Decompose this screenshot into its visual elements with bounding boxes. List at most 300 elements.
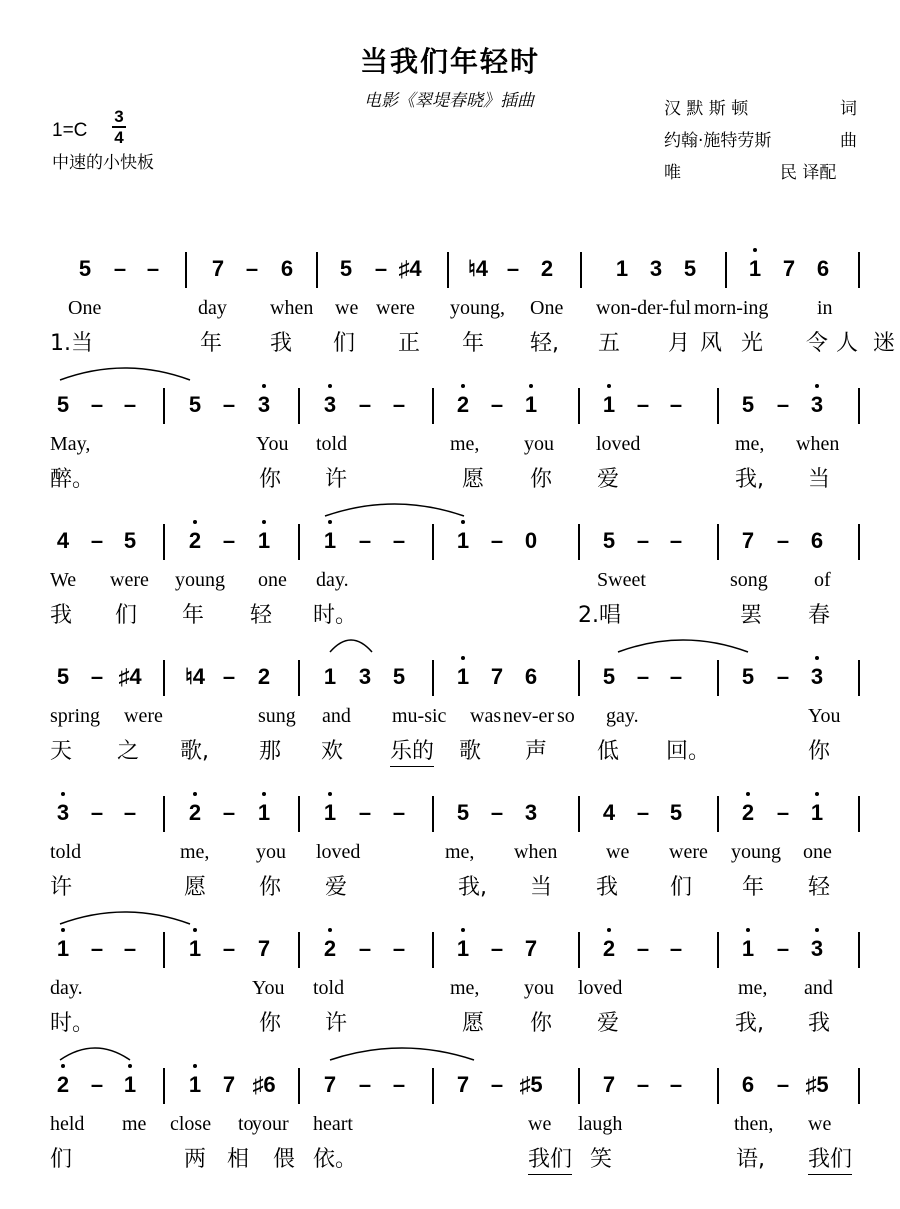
note: –: [90, 664, 104, 689]
lyric-chinese: 歌,: [180, 739, 209, 764]
note: –: [123, 800, 137, 825]
note: 4: [56, 528, 70, 553]
credit-role: 民 译配: [780, 163, 837, 183]
lyric-chinese: 你: [808, 739, 831, 764]
lyric-chinese: 许: [325, 1011, 348, 1036]
note: –: [636, 800, 650, 825]
slur-group: [0, 514, 900, 534]
note: –: [358, 392, 372, 417]
barline: [316, 252, 318, 288]
note: 2: [188, 800, 202, 825]
note: 3: [56, 800, 70, 825]
lyric-chinese: 你: [259, 1011, 282, 1036]
lyric-chinese: 歌: [459, 739, 482, 764]
note: –: [490, 936, 504, 961]
slur-group: [0, 378, 900, 398]
lyric-chinese: 春: [808, 603, 831, 628]
lyric-chinese: 你: [259, 467, 282, 492]
lyric-english: one: [803, 841, 832, 863]
note: 1: [323, 800, 337, 825]
lyric-chinese: 人: [836, 331, 859, 356]
note: 7: [490, 664, 504, 689]
lyric-english: of: [814, 569, 831, 591]
lyric-chinese: 之: [117, 739, 140, 764]
note: –: [90, 392, 104, 417]
lyric-chinese: 愿: [184, 875, 207, 900]
note: 1: [456, 528, 470, 553]
note: –: [245, 256, 259, 281]
lyric-english: to: [238, 1113, 254, 1135]
note: 5: [456, 800, 470, 825]
note: ♯4: [398, 256, 422, 281]
credit-lyricist: [664, 94, 864, 119]
lyric-chinese: 爱: [597, 467, 620, 492]
lyric-chinese: 年: [742, 875, 765, 900]
lyric-english: me,: [450, 433, 480, 455]
lyric-chinese: 正: [398, 331, 421, 356]
lyric-english: You: [808, 705, 841, 727]
note: 1: [615, 256, 629, 281]
lyric-chinese: 1.当: [50, 331, 93, 356]
note: –: [669, 392, 683, 417]
note: –: [222, 800, 236, 825]
note: 5: [188, 392, 202, 417]
note: 7: [456, 1072, 470, 1097]
score-line: [0, 794, 900, 929]
lyric-english: loved: [578, 977, 623, 999]
note: –: [636, 392, 650, 417]
slur-group: [0, 650, 900, 670]
octave-dot: [193, 792, 197, 796]
note: 2: [188, 528, 202, 553]
lyric-chinese: 轻,: [530, 331, 559, 356]
lyric-chinese: 天: [50, 739, 73, 764]
lyric-chinese: 愿: [462, 1011, 485, 1036]
lyric-chinese: 我,: [735, 1011, 764, 1036]
lyric-english: told: [313, 977, 345, 999]
lyric-chinese: 欢: [321, 739, 344, 764]
lyric-chinese: 回。: [666, 739, 711, 764]
note: –: [776, 936, 790, 961]
note: –: [90, 800, 104, 825]
note: –: [636, 664, 650, 689]
note: –: [636, 528, 650, 553]
lyric-english: spring: [50, 705, 100, 727]
song-subtitle: 电影《翠堤春晓》插曲: [364, 91, 534, 111]
lyric-chinese: 我,: [735, 467, 764, 492]
lyric-chinese: 你: [530, 467, 553, 492]
note: ♯4: [118, 664, 142, 689]
lyric-chinese: 时。: [313, 603, 358, 628]
credit-name: 汉 默 斯 顿: [664, 99, 749, 119]
lyric-chinese: 愿: [462, 467, 485, 492]
lyric-chinese: 我: [808, 1011, 831, 1036]
lyric-english: loved: [596, 433, 641, 455]
note: –: [636, 1072, 650, 1097]
octave-dot: [753, 248, 757, 252]
barline: [580, 252, 582, 288]
note: 5: [741, 392, 755, 417]
lyric-chinese: 爱: [325, 875, 348, 900]
lyric-english: One: [68, 297, 102, 319]
lyric-english: You: [252, 977, 285, 999]
note: 3: [524, 800, 538, 825]
lyric-chinese: 当: [530, 875, 553, 900]
barline: [858, 796, 860, 832]
lyric-chinese: 年: [182, 603, 205, 628]
lyric-chinese: 醉。: [50, 467, 95, 492]
lyric-english: sung: [258, 705, 296, 727]
lyric-english: so: [557, 705, 575, 727]
lyric-chinese: 许: [50, 875, 73, 900]
note: –: [90, 528, 104, 553]
lyric-chinese: 光: [741, 331, 764, 356]
note: 5: [392, 664, 406, 689]
lyric-english: me,: [735, 433, 765, 455]
credit-role: 词: [840, 99, 857, 119]
lyric-chinese: 2.唱: [578, 603, 621, 628]
lyric-chinese: 偎: [273, 1147, 296, 1172]
note-row: [0, 794, 900, 834]
note: 1: [123, 1072, 137, 1097]
lyric-chinese: 轻: [808, 875, 831, 900]
lyric-chinese: 罢: [740, 603, 763, 628]
credit-name: 唯: [664, 163, 681, 183]
note: 7: [222, 1072, 236, 1097]
note: 1: [188, 1072, 202, 1097]
lyric-english: you: [524, 977, 554, 999]
note: 5: [56, 392, 70, 417]
lyric-chinese: 们: [50, 1147, 73, 1172]
note: 1: [456, 664, 470, 689]
lyric-english: We: [50, 569, 77, 591]
lyric-chinese: 许: [325, 467, 348, 492]
note: –: [490, 528, 504, 553]
note: 1: [741, 936, 755, 961]
lyric-english: morn-ing: [694, 297, 769, 319]
barline: [725, 252, 727, 288]
note: 2: [456, 392, 470, 417]
note: –: [222, 392, 236, 417]
lyric-chinese: 迷: [873, 331, 896, 356]
note: 6: [810, 528, 824, 553]
lyric-chinese: 当: [808, 467, 831, 492]
note: 2: [540, 256, 554, 281]
lyric-english: young,: [450, 297, 505, 319]
note: 1: [456, 936, 470, 961]
lyric-english: song: [730, 569, 768, 591]
time-signature-top: 3: [114, 107, 124, 126]
note: 5: [339, 256, 353, 281]
note: 3: [649, 256, 663, 281]
time-signature: [112, 108, 126, 146]
lyric-english: were: [124, 705, 163, 727]
note: –: [490, 800, 504, 825]
note: –: [392, 528, 406, 553]
note: 4: [602, 800, 616, 825]
lyric-chinese: 年: [462, 331, 485, 356]
note: –: [146, 256, 160, 281]
lyric-english: you: [256, 841, 286, 863]
lyric-english: we: [528, 1113, 552, 1135]
lyric-english: day: [198, 297, 227, 319]
lyric-chinese: 五: [598, 331, 621, 356]
note: 5: [669, 800, 683, 825]
lyric-english: laugh: [578, 1113, 623, 1135]
note: –: [776, 528, 790, 553]
lyric-english: You: [256, 433, 289, 455]
note: 7: [741, 528, 755, 553]
note: 7: [524, 936, 538, 961]
note: –: [392, 392, 406, 417]
lyric-english: gay.: [606, 705, 639, 727]
lyric-english: One: [530, 297, 564, 319]
note: –: [358, 800, 372, 825]
note: 1: [56, 936, 70, 961]
lyric-chinese: 年: [200, 331, 223, 356]
lyric-chinese: 令: [806, 331, 829, 356]
lyric-english: loved: [316, 841, 361, 863]
lyric-english: your: [252, 1113, 289, 1135]
note: ♯6: [252, 1072, 276, 1097]
note: –: [776, 1072, 790, 1097]
lyric-chinese: 们: [115, 603, 138, 628]
lyric-english: close: [170, 1113, 212, 1135]
note: 2: [56, 1072, 70, 1097]
note: ♯5: [805, 1072, 829, 1097]
lyric-english: were: [110, 569, 149, 591]
barline: [432, 796, 434, 832]
song-title: 当我们年轻时: [359, 45, 540, 78]
lyric-english: me,: [450, 977, 480, 999]
octave-dot: [61, 792, 65, 796]
lyric-english: when: [270, 297, 314, 319]
lyric-chinese: 们: [333, 331, 356, 356]
note: –: [636, 936, 650, 961]
note: 7: [602, 1072, 616, 1097]
lyric-english: May,: [50, 433, 91, 455]
note: 7: [323, 1072, 337, 1097]
score-line: [0, 658, 900, 793]
note: –: [358, 528, 372, 553]
lyric-english: and: [804, 977, 833, 999]
lyric-english: nev-er: [503, 705, 555, 727]
note: –: [776, 664, 790, 689]
credit-role: 曲: [840, 131, 857, 151]
lyric-chinese: 乐的: [390, 738, 434, 767]
lyric-chinese: 相: [227, 1147, 250, 1172]
lyric-english: told: [50, 841, 82, 863]
note: 1: [257, 528, 271, 553]
note: 2: [602, 936, 616, 961]
note: –: [358, 936, 372, 961]
lyric-english: me,: [180, 841, 210, 863]
barline: [447, 252, 449, 288]
lyric-english: told: [316, 433, 348, 455]
slur-group: [0, 1058, 900, 1078]
note: 6: [741, 1072, 755, 1097]
lyric-chinese: 声: [525, 739, 548, 764]
note: ♮4: [184, 664, 206, 689]
credit-name: 约翰·施特劳斯: [664, 131, 772, 151]
lyric-english: and: [322, 705, 351, 727]
note: –: [669, 664, 683, 689]
lyric-chinese: 我: [50, 603, 73, 628]
note: 1: [323, 528, 337, 553]
note: –: [113, 256, 127, 281]
score-line: [0, 386, 900, 521]
score-line: [0, 930, 900, 1065]
note: –: [392, 800, 406, 825]
note-row: [0, 250, 900, 290]
note: 6: [280, 256, 294, 281]
lyric-chinese: 两: [184, 1147, 207, 1172]
lyric-chinese: 你: [259, 875, 282, 900]
lyric-english: young: [175, 569, 225, 591]
lyric-english: you: [524, 433, 554, 455]
lyric-english: me,: [738, 977, 768, 999]
score-line: [0, 522, 900, 657]
note: 1: [748, 256, 762, 281]
note: 3: [810, 936, 824, 961]
time-signature-bottom: 4: [114, 128, 124, 147]
barline: [298, 796, 300, 832]
note: 1: [810, 800, 824, 825]
octave-dot: [262, 792, 266, 796]
barline: [185, 252, 187, 288]
note: 3: [810, 392, 824, 417]
lyric-english: then,: [734, 1113, 774, 1135]
note: 1: [602, 392, 616, 417]
barline: [163, 796, 165, 832]
lyric-chinese: 笑: [590, 1147, 613, 1172]
lyric-chinese: 低: [597, 739, 620, 764]
lyric-english: when: [796, 433, 840, 455]
lyric-english: day.: [50, 977, 83, 999]
note: –: [123, 392, 137, 417]
note: 2: [323, 936, 337, 961]
note: 5: [602, 528, 616, 553]
lyric-english: young: [731, 841, 781, 863]
note: –: [374, 256, 388, 281]
key-signature: 1=C: [52, 120, 88, 141]
note: 3: [323, 392, 337, 417]
note: –: [669, 528, 683, 553]
note: 7: [782, 256, 796, 281]
lyric-chinese: 风: [700, 331, 723, 356]
lyric-english: one: [258, 569, 287, 591]
lyric-english: mu-sic: [392, 705, 447, 727]
lyric-chinese: 我们: [528, 1146, 572, 1175]
credit-translator: [664, 158, 864, 183]
lyric-english: in: [817, 297, 833, 319]
lyric-english: we: [335, 297, 359, 319]
lyric-chinese: 那: [259, 739, 282, 764]
note: –: [392, 936, 406, 961]
lyric-english: was: [470, 705, 502, 727]
note: –: [392, 1072, 406, 1097]
barline: [858, 252, 860, 288]
slur-group: [0, 922, 900, 942]
note: 5: [123, 528, 137, 553]
note: –: [506, 256, 520, 281]
note: 3: [257, 392, 271, 417]
note: 1: [524, 392, 538, 417]
lyric-english: we: [808, 1113, 832, 1135]
lyric-chinese: 我们: [808, 1146, 852, 1175]
score-line: [0, 250, 900, 385]
score-line: [0, 1066, 900, 1201]
note: 5: [683, 256, 697, 281]
lyric-chinese: 你: [530, 1011, 553, 1036]
lyric-english: we: [606, 841, 630, 863]
note: –: [776, 392, 790, 417]
note: 1: [188, 936, 202, 961]
note: –: [490, 392, 504, 417]
note: ♯5: [519, 1072, 543, 1097]
lyric-chinese: 我,: [458, 875, 487, 900]
note: 5: [56, 664, 70, 689]
lyric-english: day.: [316, 569, 349, 591]
note: 7: [211, 256, 225, 281]
note: 1: [323, 664, 337, 689]
lyric-english: heart: [313, 1113, 353, 1135]
lyric-chinese: 我: [270, 331, 293, 356]
octave-dot: [746, 792, 750, 796]
octave-dot: [815, 792, 819, 796]
lyric-chinese: 爱: [597, 1011, 620, 1036]
note: 3: [358, 664, 372, 689]
lyric-english: when: [514, 841, 558, 863]
note: 6: [524, 664, 538, 689]
tempo-marking: 中速的小快板: [52, 153, 154, 173]
note: –: [222, 664, 236, 689]
lyric-chinese: 月: [668, 331, 691, 356]
note: 5: [602, 664, 616, 689]
note: 2: [257, 664, 271, 689]
note: 5: [78, 256, 92, 281]
lyric-chinese: 时。: [50, 1011, 95, 1036]
note: –: [222, 936, 236, 961]
note: ♮4: [467, 256, 489, 281]
note: –: [490, 1072, 504, 1097]
lyric-chinese: 轻: [250, 603, 273, 628]
lyric-chinese: 语,: [736, 1147, 765, 1172]
barline: [578, 796, 580, 832]
note: 1: [257, 800, 271, 825]
note: –: [222, 528, 236, 553]
octave-dot: [328, 792, 332, 796]
lyric-chinese: 们: [670, 875, 693, 900]
lyric-english: Sweet: [597, 569, 646, 591]
lyric-english: were: [376, 297, 415, 319]
note: –: [669, 1072, 683, 1097]
note: –: [358, 1072, 372, 1097]
note: 5: [741, 664, 755, 689]
note: –: [90, 1072, 104, 1097]
note: 0: [524, 528, 538, 553]
note: 7: [257, 936, 271, 961]
barline: [717, 796, 719, 832]
note: –: [669, 936, 683, 961]
note: –: [90, 936, 104, 961]
lyric-english: me: [122, 1113, 147, 1135]
lyric-english: held: [50, 1113, 85, 1135]
note: –: [776, 800, 790, 825]
lyric-english: won-der-ful: [596, 297, 692, 319]
note: 6: [816, 256, 830, 281]
lyric-chinese: 依。: [313, 1147, 358, 1172]
